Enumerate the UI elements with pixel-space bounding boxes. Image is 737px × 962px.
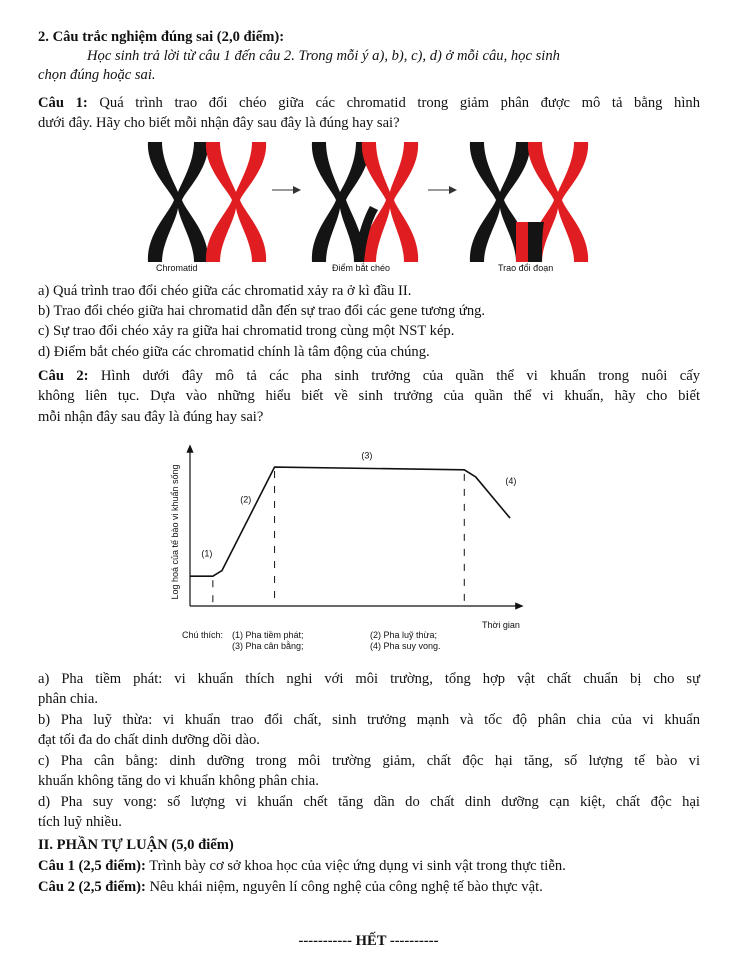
q2-text-1: Hình dưới đây mô tả các pha sinh trưởng của quần thể vi khuẩn trong nuôi cấy [88, 368, 700, 384]
q2-text-line-2: không liên tục. Dựa vào những hiểu biết về sinh trưởng của quần thể vi khuẩn, hãy cho biết [38, 388, 700, 404]
growth-curve [190, 467, 510, 576]
instruction-line-2: chọn đúng hoặc sai. [38, 67, 156, 83]
q1-label: Câu 1: [38, 95, 88, 111]
chromosome-pair-3 [470, 142, 588, 262]
crossing-over-figure [140, 138, 600, 278]
phase-label-1: (1) [201, 548, 213, 559]
q2-option-d-line-2: tích luỹ nhiều. [38, 814, 122, 830]
q2-option-c-line-2: khuẩn không tăng do vi khuẩn không phân chia. [38, 773, 319, 789]
q1-option-a: a) Quá trình trao đổi chéo giữa các chromatid xảy ra ở kì đầu II. [38, 283, 412, 299]
legend-item-3: (3) Pha cân bằng; [232, 641, 304, 651]
label-crossing-point: Điểm bắt chéo [332, 263, 391, 273]
legend-item-1: (1) Pha tiềm phát; [232, 630, 304, 640]
chromosome-pair-2 [312, 142, 418, 262]
q2-option-b-line-1: b) Pha luỹ thừa: vi khuẩn trao đổi chất, sinh trưởng mạnh và tốc độ phân chia của vi khuẩn [38, 712, 700, 728]
part2-heading: II. PHẦN TỰ LUẬN (5,0 điểm) [38, 837, 234, 853]
q2-option-d-line-1: d) Pha suy vong: số lượng vi khuẩn chết tăng dần do chất dinh dưỡng cạn kiệt, chất độc hại [38, 794, 700, 810]
part2-q1-text: Trình bày cơ sở khoa học của việc ứng dụng vi sinh vật trong thực tiễn. [145, 858, 566, 874]
dark-chromosome-1 [148, 142, 208, 262]
q1-text-line-1 [38, 94, 700, 112]
section-heading: 2. Câu trắc nghiệm đúng sai (2,0 điểm): [38, 29, 285, 45]
q2-text-line-1 [38, 367, 700, 385]
q1-text-line-2: dưới đây. Hãy cho biết mỗi nhận đây sau đây là đúng hay sai? [38, 115, 400, 131]
q2-label: Câu 2: [38, 368, 89, 384]
growth-chart [160, 440, 550, 665]
q2-option-c-line-1: c) Pha cân bằng: dinh dưỡng trong môi trường giảm, chất độc hại tăng, số lượng tế bào vi [38, 753, 700, 769]
legend-item-4: (4) Pha suy vong. [370, 641, 441, 651]
red-chromosome-2 [362, 142, 418, 262]
part2-question-1 [38, 857, 566, 875]
label-exchange: Trao đổi đoạn [498, 263, 554, 273]
phase-label-2: (2) [240, 494, 252, 505]
red-chromosome-1 [206, 142, 266, 262]
x-axis-label: Thời gian [482, 620, 520, 630]
chromosome-pair-1 [148, 142, 266, 262]
q2-option-a-line-1: a) Pha tiềm phát: vi khuẩn thích nghi với môi trường, tổng hợp vật chất chuẩn bị cho sự [38, 671, 700, 687]
q1-option-c: c) Sự trao đổi chéo xảy ra giữa hai chromatid trong cùng một NST kép. [38, 323, 455, 339]
q1-option-d: d) Điểm bắt chéo giữa các chromatid chính là tâm động của chúng. [38, 344, 430, 360]
label-chromatid: Chromatid [156, 263, 198, 273]
instruction-line-1: Học sinh trả lời từ câu 1 đến câu 2. Trong mỗi ý a), b), c), d) ở mỗi câu, học sinh [87, 48, 560, 64]
part2-q2-label: Câu 2 (2,5 điểm): [38, 879, 146, 895]
phase-label-3: (3) [361, 450, 373, 461]
part2-q1-label: Câu 1 (2,5 điểm): [38, 858, 146, 874]
q1-option-b: b) Trao đổi chéo giữa hai chromatid dẫn đến sự trao đổi các gene tương ứng. [38, 303, 486, 319]
q2-option-a-line-2: phân chia. [38, 691, 98, 707]
phase-label-4: (4) [505, 476, 517, 487]
q2-option-b-line-2: đạt tối đa do chất dinh dưỡng dồi dào. [38, 732, 260, 748]
q2-text-line-3: mỗi nhận đây sau đây là đúng hay sai? [38, 409, 264, 425]
end-marker: ----------- HẾT ---------- [298, 933, 439, 949]
part2-q2-text: Nêu khái niệm, nguyên lí công nghệ của công nghệ tế bào thực vật. [145, 879, 543, 895]
legend-title: Chú thích: [182, 630, 224, 640]
legend-item-2: (2) Pha luỹ thừa; [370, 630, 438, 640]
y-axis-label: Log hoá của tế bào vi khuẩn sống [170, 464, 180, 600]
part2-question-2 [38, 878, 543, 896]
q1-text-1: Quá trình trao đổi chéo giữa các chromatid trong giảm phân được mô tả bằng hình [87, 95, 700, 111]
